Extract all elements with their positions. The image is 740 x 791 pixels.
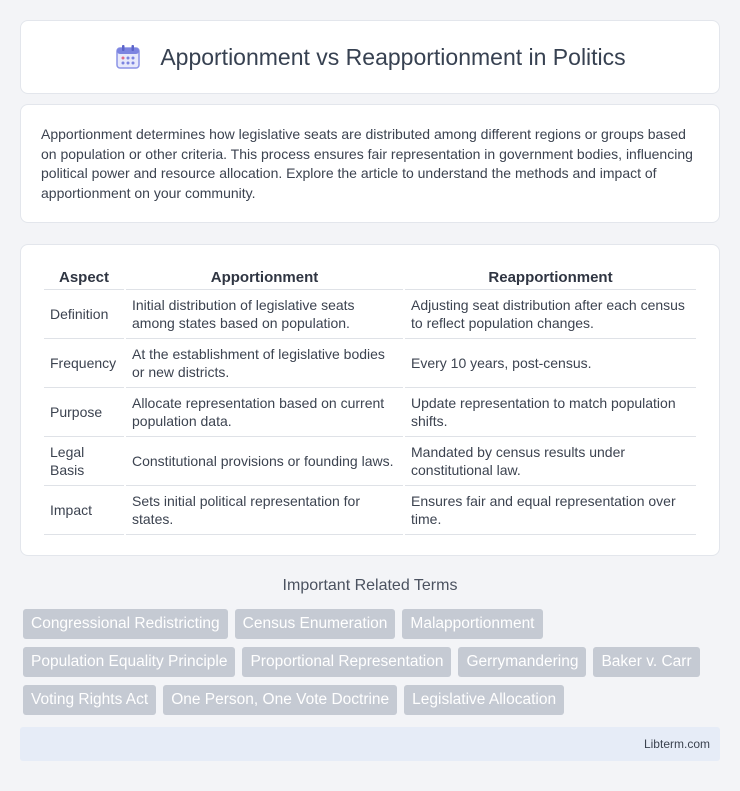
table-cell-reapportionment: Mandated by census results under constitutional law.: [405, 437, 696, 486]
column-header-reapportionment: Reapportionment: [405, 265, 696, 290]
table-row: [44, 388, 696, 437]
table-cell-aspect: Purpose: [44, 388, 124, 437]
related-term-tag[interactable]: Census Enumeration: [235, 609, 396, 639]
table-cell-apportionment: Initial distribution of legislative seats among states based on population.: [126, 290, 403, 339]
related-term-tag[interactable]: Gerrymandering: [458, 647, 586, 677]
related-term-tag[interactable]: Legislative Allocation: [404, 685, 564, 715]
page-title: Apportionment vs Reapportionment in Politics: [160, 43, 626, 70]
calendar-icon: [114, 43, 142, 71]
table-cell-reapportionment: Adjusting seat distribution after each census to reflect population changes.: [405, 290, 696, 339]
related-term-tag[interactable]: Population Equality Principle: [23, 647, 235, 677]
related-term-tag[interactable]: Voting Rights Act: [23, 685, 156, 715]
table-row: [44, 437, 696, 486]
table-row: [44, 486, 696, 535]
table-cell-apportionment: At the establishment of legislative bodies or new districts.: [126, 339, 403, 388]
related-term-tag[interactable]: Congressional Redistricting: [23, 609, 228, 639]
related-term-tag[interactable]: One Person, One Vote Doctrine: [163, 685, 397, 715]
comparison-table-card: [20, 244, 720, 556]
comparison-table: [42, 265, 698, 535]
table-cell-apportionment: Constitutional provisions or founding laws.: [126, 437, 403, 486]
intro-card: [20, 104, 720, 223]
table-header-row: [44, 265, 696, 290]
related-terms-list: [23, 609, 723, 715]
table-cell-reapportionment: Every 10 years, post-census.: [405, 339, 696, 388]
related-terms-title: Important Related Terms: [282, 577, 458, 594]
table-cell-reapportionment: Ensures fair and equal representation over time.: [405, 486, 696, 535]
table-row: [44, 339, 696, 388]
table-cell-apportionment: Allocate representation based on current population data.: [126, 388, 403, 437]
column-header-aspect: Aspect: [44, 265, 124, 290]
table-cell-apportionment: Sets initial political representation for states.: [126, 486, 403, 535]
related-term-tag[interactable]: Baker v. Carr: [593, 647, 699, 677]
table-row: [44, 290, 696, 339]
table-cell-aspect: Frequency: [44, 339, 124, 388]
table-cell-reapportionment: Update representation to match population shifts.: [405, 388, 696, 437]
table-cell-aspect: Legal Basis: [44, 437, 124, 486]
footer: [20, 727, 720, 761]
header-card: [20, 20, 720, 94]
table-cell-aspect: Impact: [44, 486, 124, 535]
related-term-tag[interactable]: Malapportionment: [402, 609, 542, 639]
column-header-apportionment: Apportionment: [126, 265, 403, 290]
intro-text: Apportionment determines how legislative seats are distributed among different regions or groups based on population or other criteria. This process ensures fair representation in government bodies, influencing political power and resource allocation. Explore the article to understand the methods and impact of apportionment on your community.: [41, 126, 693, 201]
footer-brand-link[interactable]: Libterm.com: [643, 737, 710, 751]
related-term-tag[interactable]: Proportional Representation: [242, 647, 451, 677]
table-cell-aspect: Definition: [44, 290, 124, 339]
